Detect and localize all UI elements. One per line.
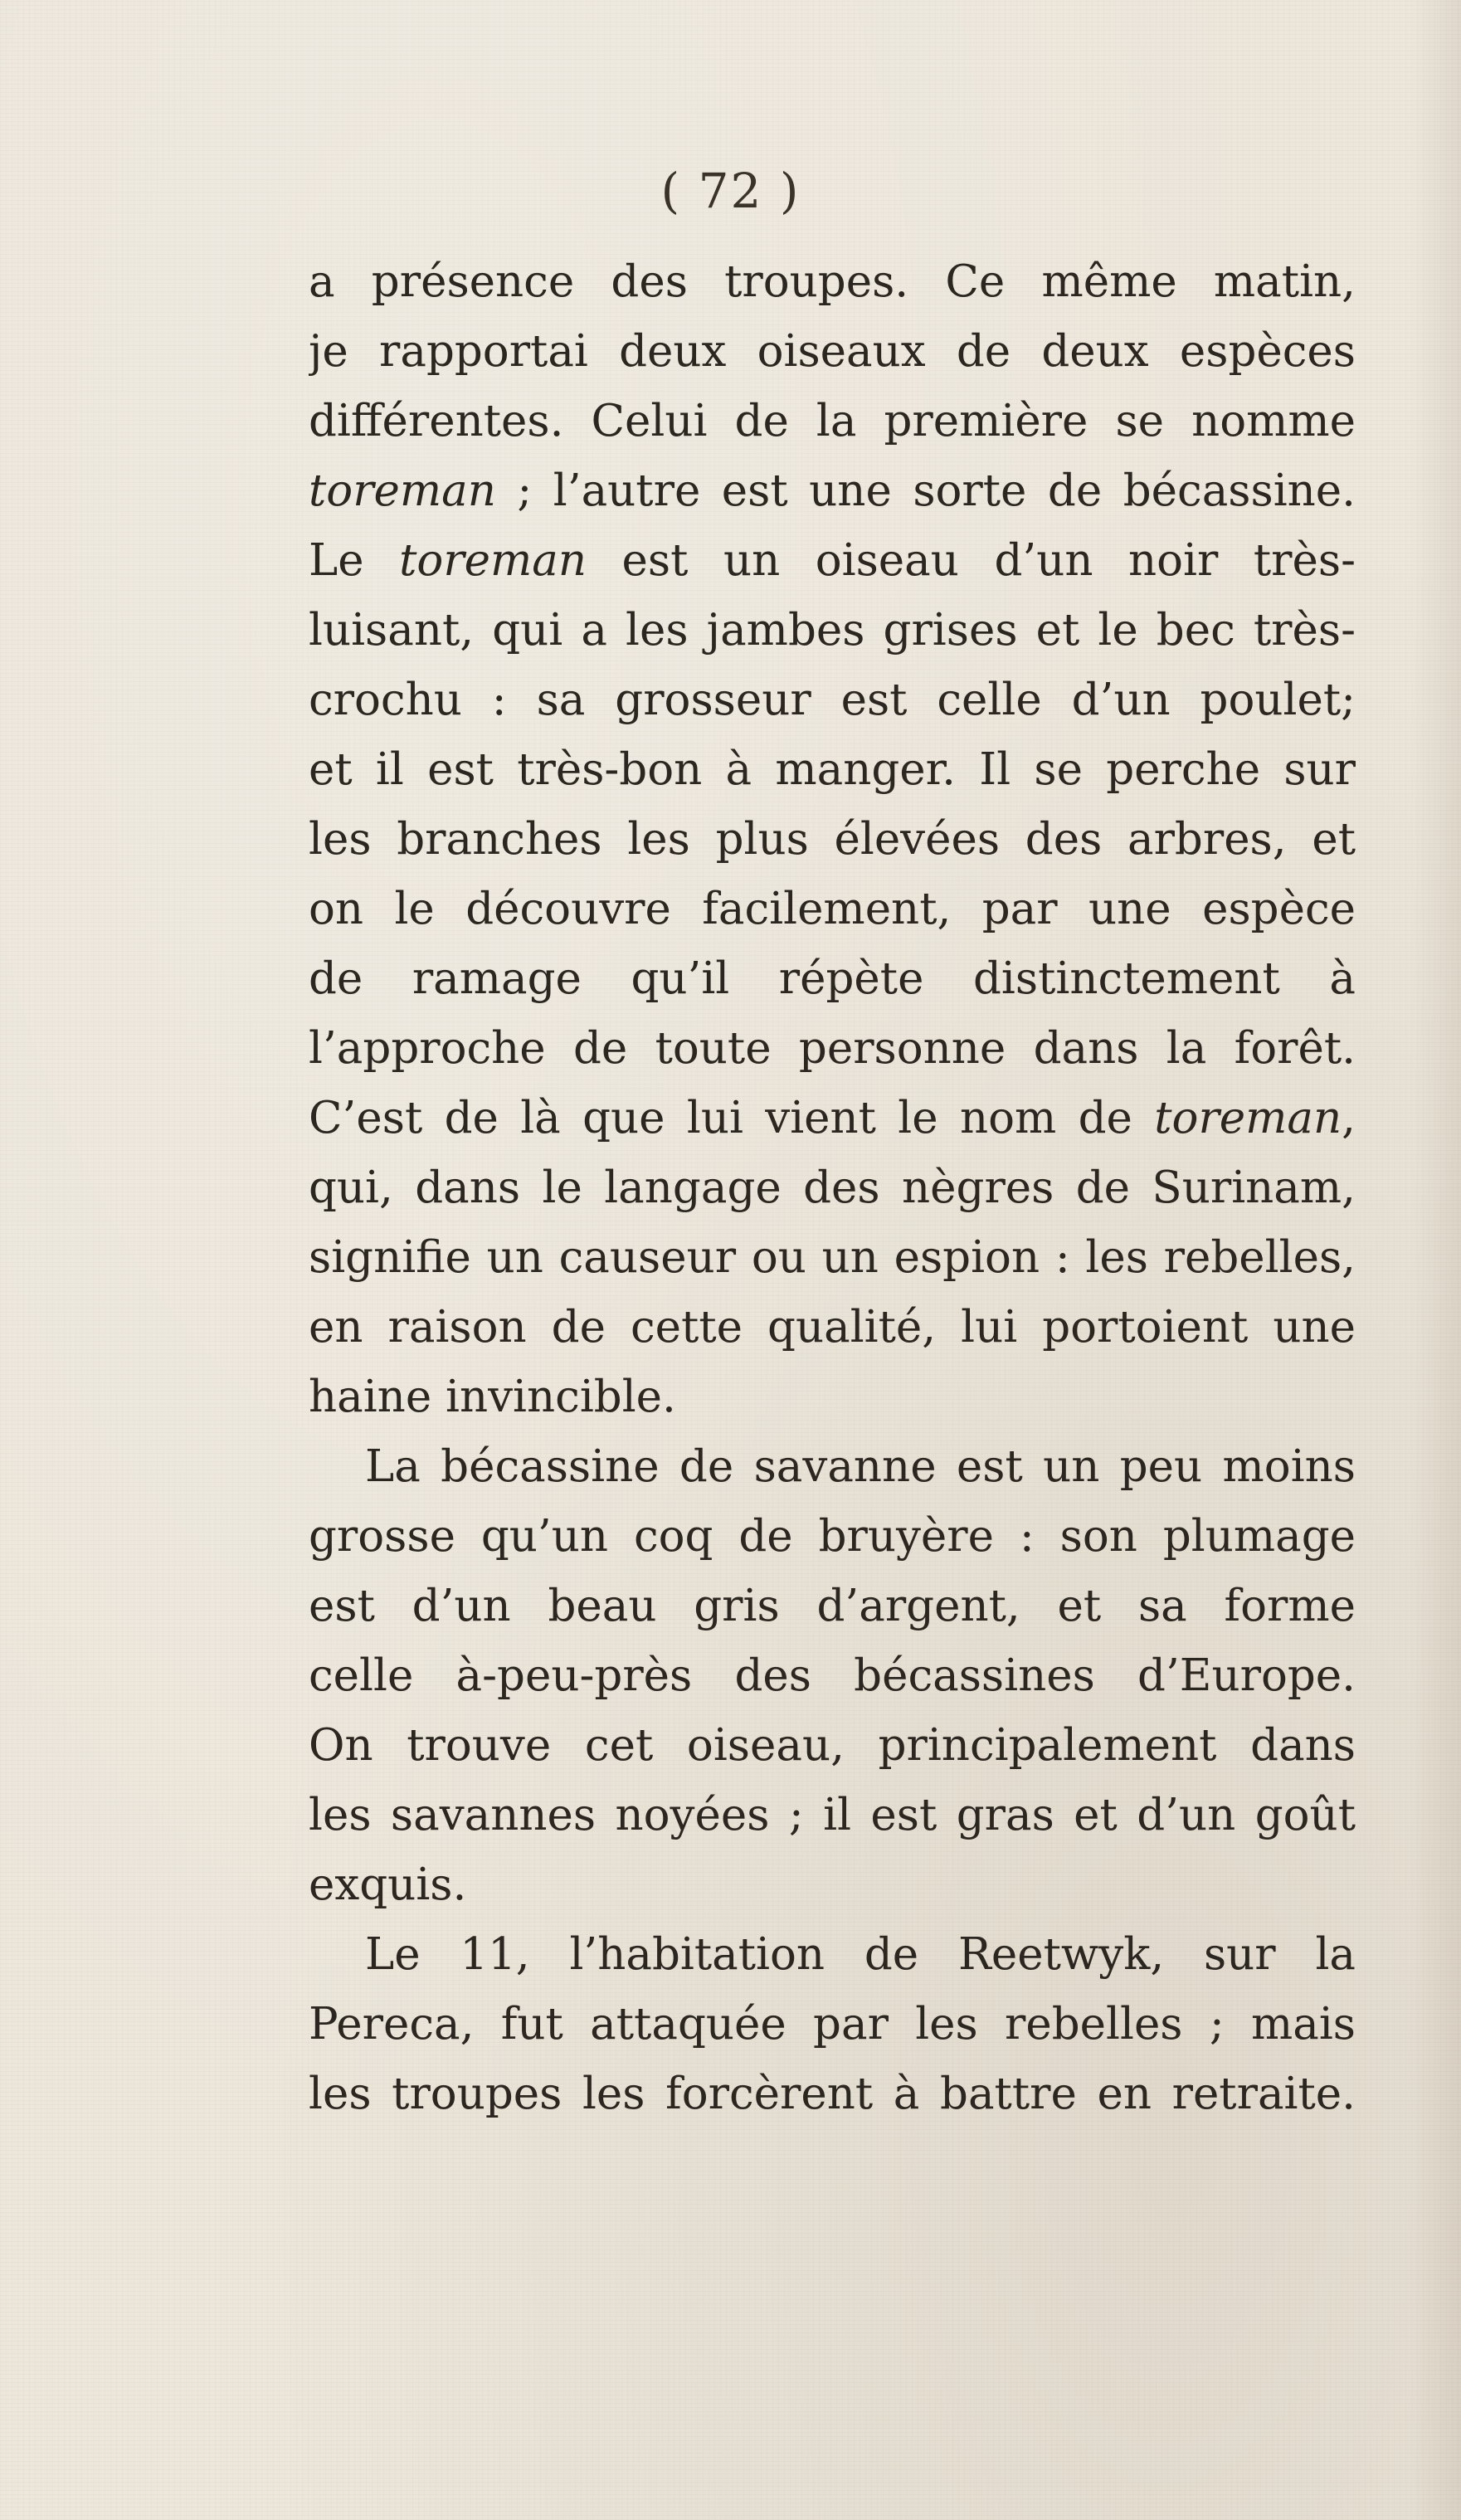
text-line: exquis. — [309, 1860, 467, 1910]
page-edge-shadow — [1411, 0, 1461, 2520]
text-line: haine invincible. — [309, 1372, 676, 1422]
text-segment: C’est de là que lui vient le nom de — [309, 1093, 1155, 1143]
text-line: Le 11, l’habitation de Reetwyk, sur la — [365, 1929, 1356, 1980]
text-line: je rapportai deux oiseaux de deux espèces — [309, 326, 1356, 377]
text-line: les branches les plus élevées des arbres, et — [309, 814, 1356, 865]
paragraph-becassine — [309, 1432, 1356, 1920]
text-line: l’approche de toute personne dans la forêt. — [309, 1023, 1356, 1074]
text-line: on le découvre facilement, par une espèce — [309, 884, 1356, 934]
text-line: grosse qu’un coq de bruyère : son plumage — [309, 1511, 1356, 1562]
text-line: les savannes noyées ; il est gras et d’un goût — [309, 1790, 1356, 1840]
text-line: différentes. Celui de la première se nomme — [309, 396, 1356, 446]
text-line — [309, 526, 1356, 596]
text-line: et il est très-bon à manger. Il se perche sur — [309, 744, 1356, 795]
text-line: crochu : sa grosseur est celle d’un poulet; — [309, 675, 1356, 725]
text-line: signifie un causeur ou un espion : les rebelles, — [309, 1232, 1356, 1283]
text-line: Pereca, fut attaquée par les rebelles ; mais — [309, 1999, 1356, 2050]
italic-term: toreman — [309, 465, 496, 516]
italic-term: toreman — [1154, 1093, 1342, 1143]
text-line: de ramage qu’il répète distinctement à — [309, 953, 1356, 1004]
text-line — [309, 456, 1356, 526]
text-segment: , — [1342, 1093, 1356, 1143]
text-line: La bécassine de savanne est un peu moins — [365, 1441, 1356, 1492]
text-line: les troupes les forcèrent à battre en retraite. — [309, 2069, 1356, 2119]
text-line — [309, 1084, 1356, 1153]
text-line: celle à-peu-près des bécassines d’Europe. — [309, 1650, 1356, 1701]
text-line: luisant, qui a les jambes grises et le bec très- — [309, 605, 1356, 656]
text-line: est d’un beau gris d’argent, et sa forme — [309, 1581, 1356, 1631]
page-number: ( 72 ) — [660, 163, 801, 219]
paragraph-toreman — [309, 247, 1356, 1432]
text-segment: ; l’autre est une sorte de bécassine. — [495, 465, 1356, 516]
text-segment: Le — [309, 535, 400, 586]
paragraph-reetwyk-attack — [309, 1920, 1356, 2129]
text-line: en raison de cette qualité, lui portoient une — [309, 1302, 1356, 1353]
italic-term: toreman — [399, 535, 587, 586]
body-text — [309, 247, 1356, 2129]
text-line: qui, dans le langage des nègres de Surinam, — [309, 1163, 1356, 1213]
text-line: On trouve cet oiseau, principalement dans — [309, 1720, 1356, 1771]
text-segment: est un oiseau d’un noir très- — [587, 535, 1356, 586]
text-line: a présence des troupes. Ce même matin, — [309, 256, 1356, 307]
